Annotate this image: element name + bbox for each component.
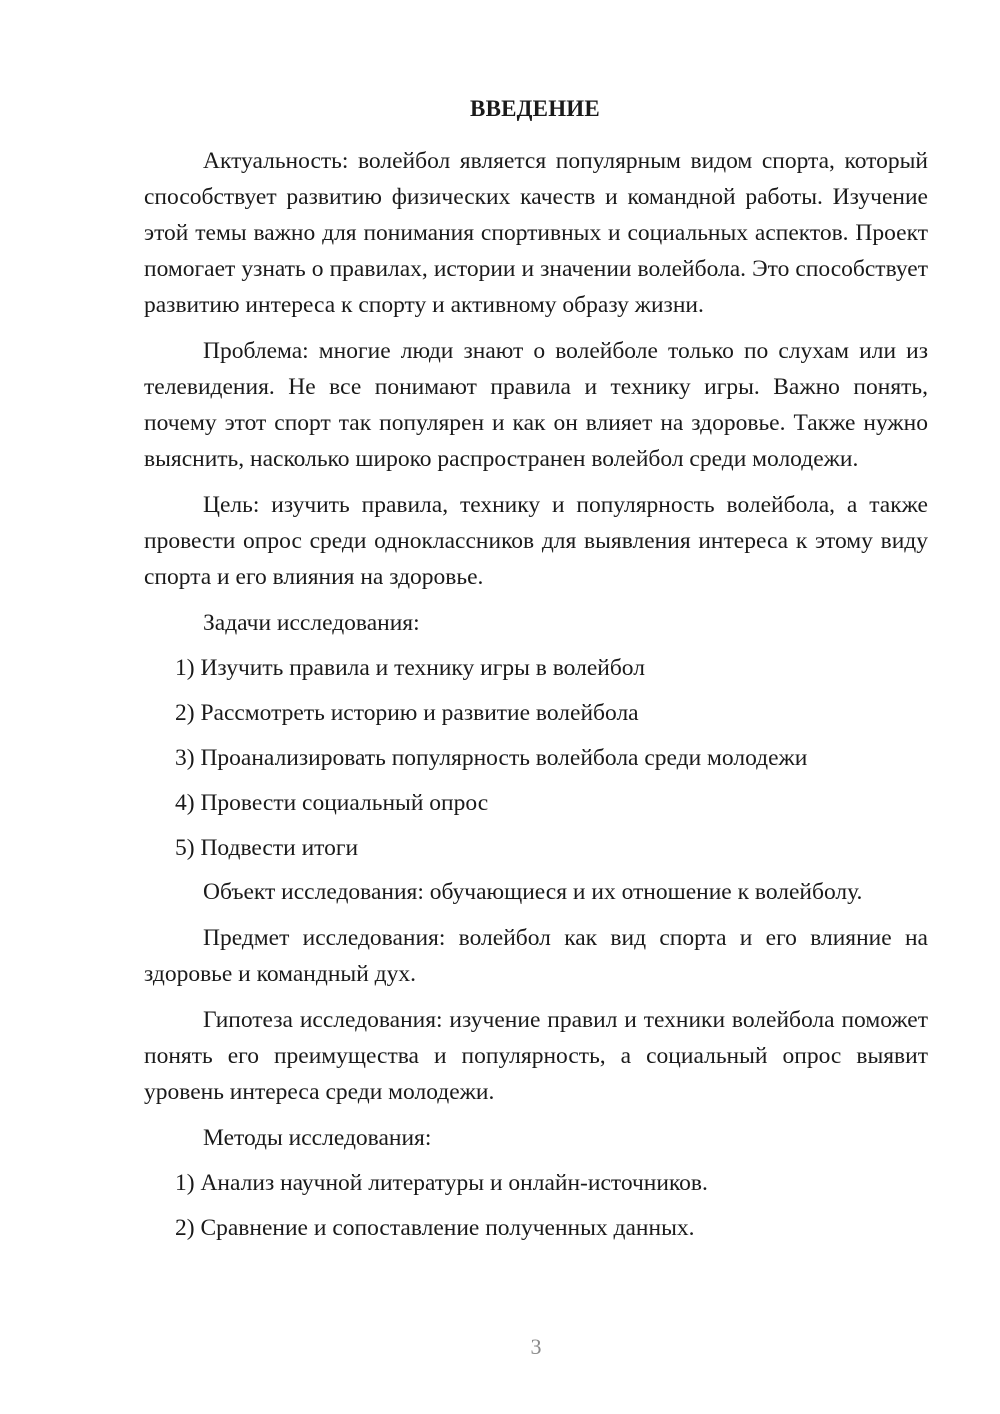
- task-item-4: 4) Провести социальный опрос: [175, 790, 489, 816]
- methods-title: Методы исследования:: [203, 1125, 432, 1151]
- subject-paragraph: Предмет исследования: волейбол как вид спорта и его влияние на здоровье и командный дух.: [144, 925, 928, 987]
- document-body: [144, 143, 928, 1246]
- problem-paragraph: Проблема: многие люди знают о волейболе только по слухам или из телевидения. Не все понимают правила и технику игры. Важно понять, почему этот спорт так популярен и как он влияет на здоровье. Также нужно выяснить, насколько широко распространен волейбол среди молодежи.: [144, 338, 928, 472]
- relevance-paragraph: Актуальность: волейбол является популярным видом спорта, который способствует развитию физических качеств и командной работы. Изучение этой темы важно для понимания спортивных и социальных аспектов. Проект помогает узнать о правилах, истории и значении волейбола. Это способствует развитию интереса к спорту и активному образу жизни.: [144, 148, 928, 318]
- tasks-title: Задачи исследования:: [203, 610, 420, 636]
- section-heading: ВВЕДЕНИЕ: [470, 96, 600, 121]
- hypothesis-paragraph: Гипотеза исследования: изучение правил и техники волейбола поможет понять его преимущества и популярность, а социальный опрос выявит уровень интереса среди молодежи.: [144, 1007, 928, 1105]
- task-item-5: 5) Подвести итоги: [175, 835, 359, 861]
- method-item-2: 2) Сравнение и сопоставление полученных данных.: [175, 1215, 695, 1241]
- task-item-1: 1) Изучить правила и технику игры в волейбол: [175, 655, 645, 681]
- task-item-3: 3) Проанализировать популярность волейбола среди молодежи: [175, 745, 808, 771]
- goal-paragraph: Цель: изучить правила, технику и популярность волейбола, а также провести опрос среди одноклассников для выявления интереса к этому виду спорта и его влияния на здоровье.: [144, 492, 928, 590]
- object-paragraph: Объект исследования: обучающиеся и их отношение к волейболу.: [203, 879, 863, 905]
- page-number: 3: [530, 1334, 542, 1359]
- method-item-1: 1) Анализ научной литературы и онлайн-источников.: [175, 1170, 708, 1196]
- task-item-2: 2) Рассмотреть историю и развитие волейбола: [175, 700, 639, 726]
